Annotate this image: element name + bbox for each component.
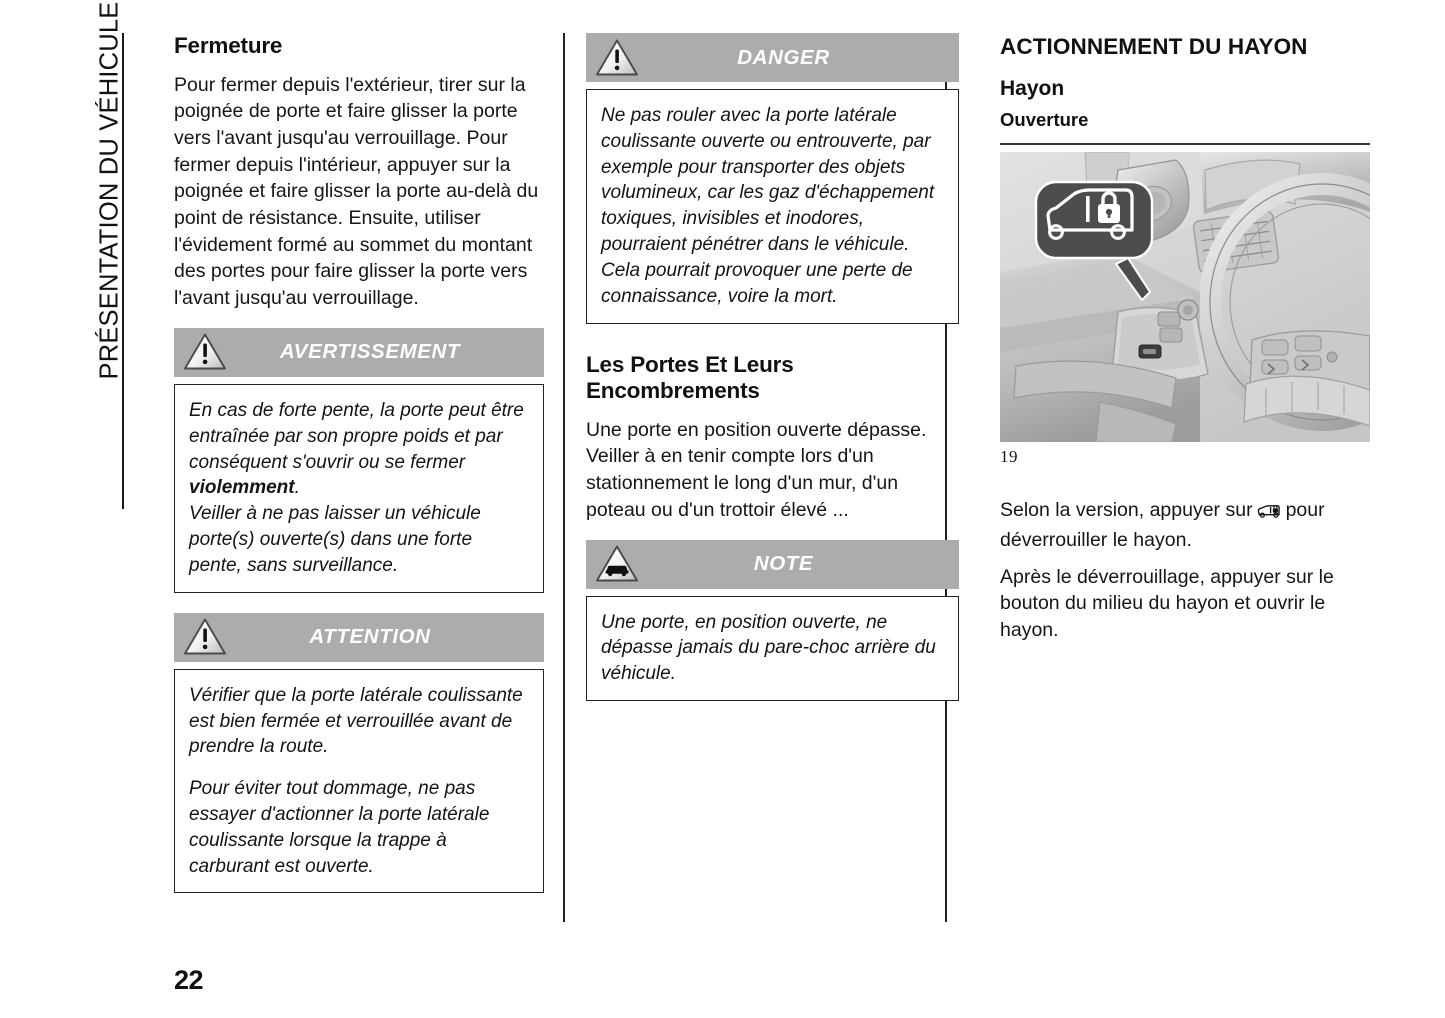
warning-triangle-icon <box>182 332 228 373</box>
van-unlock-inline-icon <box>1256 500 1283 527</box>
danger-header <box>586 33 959 82</box>
left-column <box>174 33 544 893</box>
figure-block <box>1000 143 1370 467</box>
note-callout <box>586 540 959 701</box>
portes-encombrements-heading: Les Portes Et Leurs Encombrements <box>586 351 794 404</box>
danger-title: DANGER <box>737 45 830 69</box>
danger-paragraph: Ne pas rouler avec la porte latérale coulissante ouverte ou entrouverte, par exemple pour transporter des objets volumineux, car les gaz d'échappement toxiques, invisibles et inodores, pourraient pénétrer dans le véhicule. Cela pourrait provoquer une perte de connaissance, voire la mort. <box>601 105 935 307</box>
avertissement-text-bold: violemment <box>189 477 295 499</box>
danger-body <box>586 89 959 324</box>
note-body <box>586 596 959 701</box>
note-title: NOTE <box>753 552 814 576</box>
warning-triangle-icon <box>594 37 640 78</box>
attention-callout <box>174 613 544 894</box>
attention-paragraph-2: Pour éviter tout dommage, ne pas essayer d'actionner la porte latérale coulissante lorsque la trappe à carburant est ouverte. <box>189 778 490 877</box>
actionnement-hayon-heading: ACTIONNEMENT DU HAYON <box>1000 34 1308 59</box>
attention-paragraph-1: Vérifier que la porte latérale coulissante est bien fermée et verrouillée avant de prendre la route. <box>189 684 523 758</box>
avertissement-text <box>189 398 529 579</box>
page-number: 22 <box>174 965 204 995</box>
avertissement-text-a: En cas de forte pente, la porte peut être entraînée par son propre poids et par conséquent s'ouvrir ou se fermer <box>189 399 524 473</box>
figure-caption: 19 <box>1000 447 1018 467</box>
middle-column <box>586 33 959 701</box>
chapter-tab-label: PRÉSENTATION DU VÉHICULE <box>95 1 124 380</box>
note-header <box>586 540 959 589</box>
hayon-paragraph-1-before: Selon la version, appuyer sur <box>1000 499 1253 522</box>
right-column <box>1000 33 1370 654</box>
attention-header <box>174 613 544 662</box>
avertissement-body <box>174 384 544 593</box>
danger-callout <box>586 33 959 324</box>
column-divider-left <box>563 33 565 922</box>
ouverture-subheading: Ouverture <box>1000 109 1089 131</box>
hayon-paragraph-1-after: pour déverrouiller le hayon. <box>1000 499 1325 552</box>
attention-body <box>174 669 544 894</box>
fermeture-paragraph: Pour fermer depuis l'extérieur, tirer sur la poignée de porte et faire glisser la porte vers l'avant jusqu'au verrouillage. Pour fermer depuis l'intérieur, appuyer sur la poignée et faire glisser la porte au-delà du point de résistance. Ensuite, utiliser l'évidement formé au sommet du montant des portes pour faire glisser la porte vers l'avant jusqu'au verrouillage. <box>174 73 539 310</box>
hayon-paragraph-1 <box>1000 497 1370 553</box>
portes-encombrements-paragraph: Une porte en position ouverte dépasse. Veiller à en tenir compte lors d'un stationnement le long d'un mur, d'un poteau ou d'un trottoir élevé ... <box>586 418 927 521</box>
warning-triangle-icon <box>182 617 228 658</box>
figure-top-rule <box>1000 143 1370 145</box>
hayon-subheading: Hayon <box>1000 77 1065 100</box>
note-paragraph: Une porte, en position ouverte, ne dépasse jamais du pare-choc arrière du véhicule. <box>601 611 936 685</box>
avertissement-title: AVERTISSEMENT <box>279 340 461 364</box>
car-damage-triangle-icon <box>594 544 640 585</box>
avertissement-header <box>174 328 544 377</box>
attention-title: ATTENTION <box>309 625 431 649</box>
avertissement-text-line2: Veiller à ne pas laisser un véhicule porte(s) ouverte(s) dans une forte pente, sans surveillance. <box>189 503 481 576</box>
avertissement-callout <box>174 328 544 593</box>
hayon-paragraph-2: Après le déverrouillage, appuyer sur le bouton du milieu du hayon et ouvrir le hayon. <box>1000 565 1334 642</box>
avertissement-text-b: . <box>294 477 300 499</box>
fermeture-heading: Fermeture <box>174 33 283 58</box>
chapter-tab <box>0 0 128 1018</box>
car-interior-illustration <box>1000 152 1370 442</box>
